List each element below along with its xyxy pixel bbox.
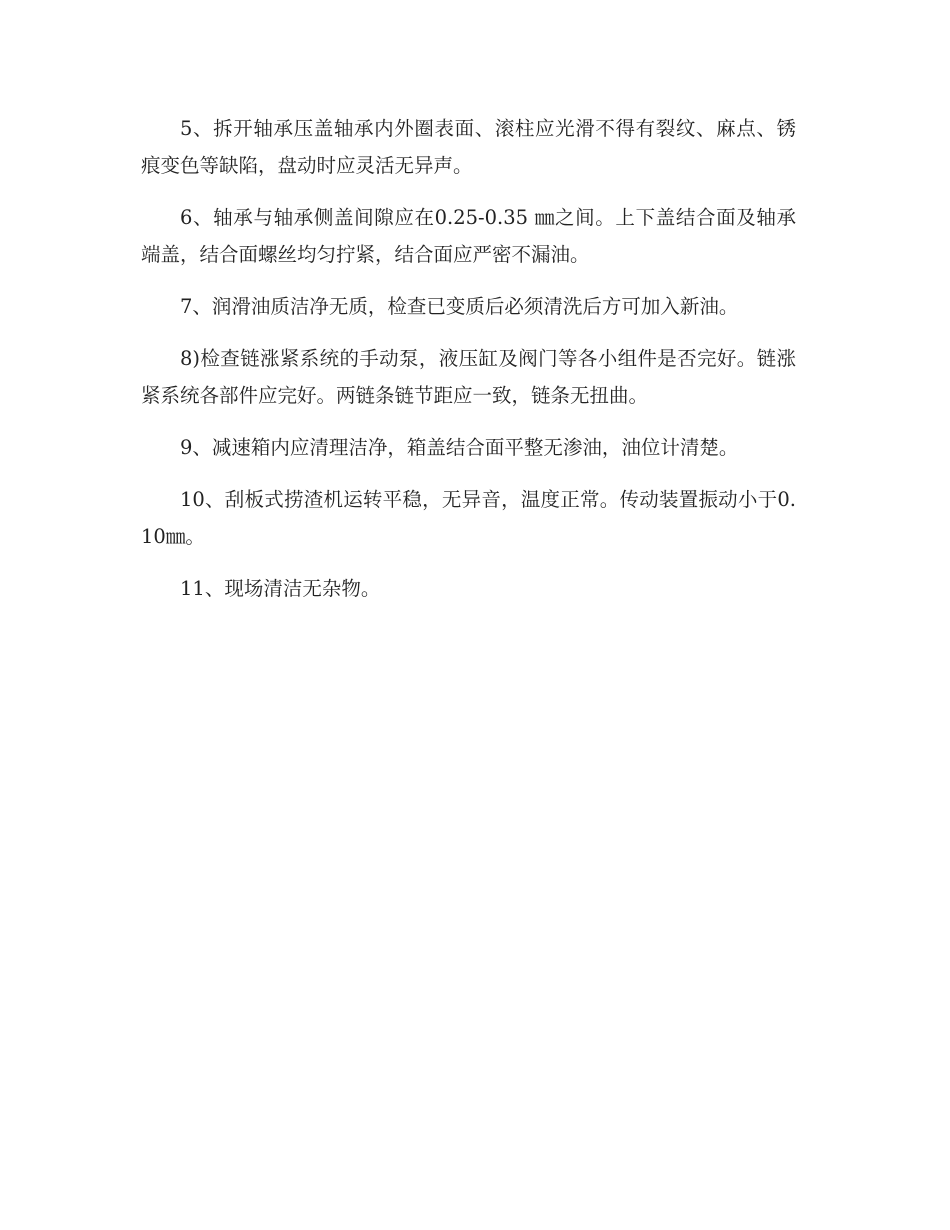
document-body: [141, 110, 796, 622]
paragraph-item-11: 11、现场清洁无杂物。: [180, 577, 381, 600]
paragraph-item-9: 9、减速箱内应清理洁净，箱盖结合面平整无渗油，油位计清楚。: [180, 436, 739, 459]
paragraph-item-10: 10、刮板式捞渣机运转平稳，无异音，温度正常。传动装置振动小于0.10㎜。: [141, 488, 796, 548]
paragraph-item-7: 7、润滑油质洁净无质，检查已变质后必须清洗后方可加入新油。: [180, 295, 739, 318]
paragraph-item-5: 5、拆开轴承压盖轴承内外圈表面、滚柱应光滑不得有裂纹、麻点、锈痕变色等缺陷，盘动时应灵活无异声。: [141, 117, 796, 177]
paragraph-item-8: 8)检查链涨紧系统的手动泵，液压缸及阀门等各小组件是否完好。链涨紧系统各部件应完好。两链条链节距应一致，链条无扭曲。: [141, 347, 796, 407]
paragraph-item-6: 6、轴承与轴承侧盖间隙应在0.25-0.35 ㎜之间。上下盖结合面及轴承端盖，结合面螺丝均匀拧紧，结合面应严密不漏油。: [141, 206, 796, 266]
